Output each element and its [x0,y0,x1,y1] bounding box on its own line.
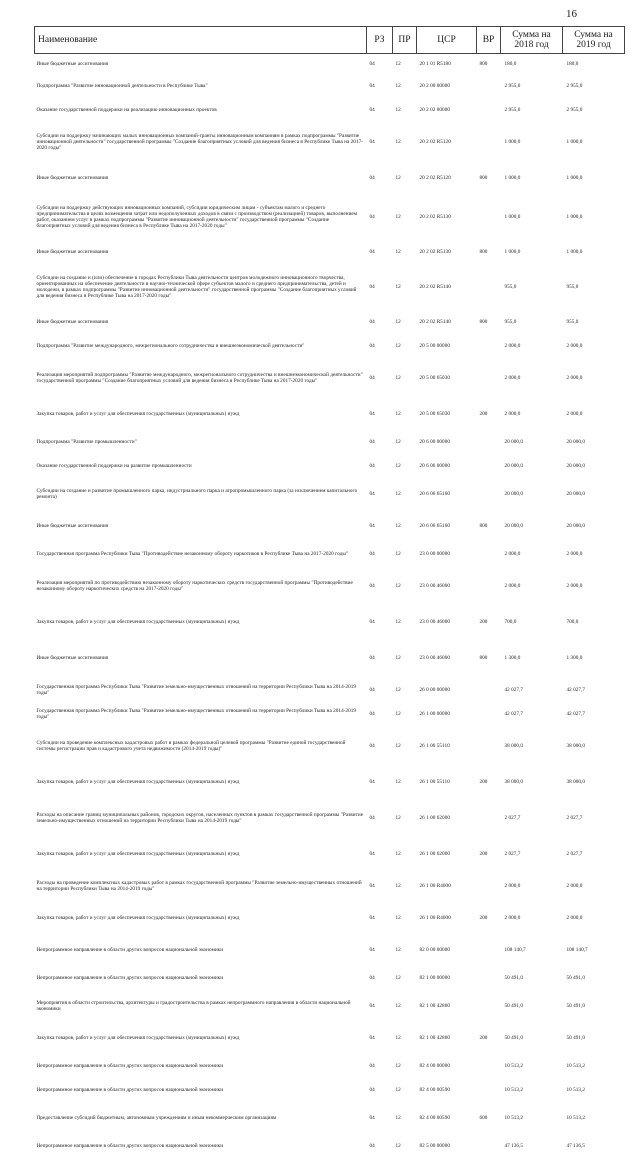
row-vr [477,870,501,902]
row-pr: 12 [393,702,417,726]
row-rz: 04 [367,98,393,122]
row-name: Оказание государственной поддержки на реализацию инновационных проектов [35,98,367,122]
row-csr: 26 1 00 62000 [417,838,477,870]
row-sum-2019: 1 300,0 [563,638,625,678]
row-name: Субсидии на проведение комплексных кадастровых работ в рамках федеральной целевой программы "Развитие единой государственной системы регистрации прав и кадастрового учета недвижимости (2014-2019 годы)" [35,726,367,766]
row-sum-2019: 50 491,0 [563,1022,625,1054]
row-rz: 04 [367,1102,393,1134]
row-name: Расходы на проведение комплексных кадастровых работ в рамках государственной программы "Развитие земельно-имущественных отношений на территории Республики Тыва на 2014-2019 годы" [35,870,367,902]
row-sum-2019: 20 000,0 [563,478,625,510]
row-sum-2018: 2 000,0 [501,542,563,566]
row-sum-2019: 2 000,0 [563,902,625,934]
row-pr: 12 [393,358,417,398]
row-sum-2018: 20 000,0 [501,430,563,454]
table-row [35,838,625,870]
row-csr: 23 0 00 00000 [417,542,477,566]
row-vr [477,264,501,310]
header-name: Наименование [35,27,367,54]
row-name: Закупка товаров, работ и услуг для обеспечения государственных (муниципальных) нужд [35,1022,367,1054]
row-csr: 20 2 02 R5140 [417,310,477,334]
row-sum-2019: 50 491,0 [563,990,625,1022]
row-sum-2019: 38 000,0 [563,726,625,766]
table-row [35,702,625,726]
row-vr: 600 [477,1102,501,1134]
row-vr [477,934,501,966]
row-pr: 12 [393,766,417,798]
row-csr: 82 4 00 00000 [417,1054,477,1078]
row-name: Закупка товаров, работ и услуг для обеспечения государственных (муниципальных) нужд [35,766,367,798]
row-pr: 12 [393,398,417,430]
row-vr [477,990,501,1022]
row-csr: 20 2 02 R5140 [417,264,477,310]
row-sum-2018: 20 000,0 [501,510,563,542]
row-name: Подпрограмма "Развитие международного, межрегионального сотрудничества и внешнеэкономической деятельности" [35,334,367,358]
row-sum-2018: 10 513,2 [501,1078,563,1102]
row-vr: 800 [477,162,501,194]
row-sum-2019: 955,0 [563,264,625,310]
page-number: 16 [566,8,577,20]
row-name: Субсидии на поддержку начинающих малых инновационных компаний-гранты инновационным компаниям в рамках подпрограммы "Развитие инновационной деятельности" государственной программы "Создание благоприятных условий для ведения бизнеса в Республике Тыва на 2017-2020 годы" [35,122,367,162]
row-csr: 82 1 00 42800 [417,1022,477,1054]
row-vr [477,798,501,838]
row-csr: 82 4 00 00590 [417,1078,477,1102]
row-sum-2018: 10 513,2 [501,1102,563,1134]
row-csr: 20 2 00 00000 [417,74,477,98]
table-row [35,74,625,98]
row-sum-2018: 2 000,0 [501,566,563,606]
row-rz: 04 [367,966,393,990]
table-row [35,162,625,194]
row-pr: 12 [393,606,417,638]
row-rz: 04 [367,1054,393,1078]
row-pr: 12 [393,334,417,358]
row-sum-2018: 2 000,0 [501,358,563,398]
row-rz: 04 [367,990,393,1022]
row-pr: 12 [393,638,417,678]
row-sum-2019: 1 000,0 [563,122,625,162]
row-pr: 12 [393,1022,417,1054]
row-rz: 04 [367,606,393,638]
header-pr: ПР [393,27,417,54]
row-pr: 12 [393,510,417,542]
table-row [35,566,625,606]
row-csr: 20 5 00 65030 [417,398,477,430]
table-row [35,1078,625,1102]
row-sum-2018: 2 000,0 [501,902,563,934]
table-row [35,194,625,240]
row-name: Субсидии на поддержку действующих инновационных компаний, субсидии юридическим лицам - субъектам малого и среднего предпринимательства в целях возмещения затрат или недополученных доходов в связи с производством (реализацией) товаров, выполнением работ, оказанием услуг в рамках подпрограммы "Развитие инновационной деятельности" государственной программы "Создание благоприятных условий для ведения бизнеса в Республике Тыва на 2017-2020 годы" [35,194,367,240]
row-name: Подпрограмма "Развитие инновационной деятельности в Республике Тыва" [35,74,367,98]
row-csr: 26 1 00 55110 [417,766,477,798]
row-csr: 23 0 00 46000 [417,566,477,606]
row-vr: 200 [477,606,501,638]
row-rz: 04 [367,566,393,606]
row-sum-2019: 1 000,0 [563,240,625,264]
row-csr: 20 6 06 65160 [417,478,477,510]
row-vr [477,74,501,98]
row-name: Реализация мероприятий по противодействию незаконному обороту наркотических средств государственной программы "Противодействие незаконному обороту наркотических средств на 2017-2020 годы" [35,566,367,606]
table-header-row [35,27,625,54]
row-vr: 800 [477,240,501,264]
row-vr [477,478,501,510]
row-sum-2018: 47 136,5 [501,1134,563,1158]
row-pr: 12 [393,162,417,194]
table-row [35,726,625,766]
row-name: Государственная программа Республики Тыва "Противодействие незаконному обороту наркотиков в Республике Тыва на 2017-2020 годы" [35,542,367,566]
table-row [35,310,625,334]
row-csr: 20 6 00 00000 [417,430,477,454]
row-name: Расходы на описание границ муниципальных районов, городских округов, населенных пунктов в рамках государственной программы "Развитие земельно-имущественных отношений на территории Республики Тыва на 2014-2019 годы" [35,798,367,838]
row-name: Иные бюджетные ассигнования [35,162,367,194]
row-sum-2019: 38 000,0 [563,766,625,798]
row-name: Закупка товаров, работ и услуг для обеспечения государственных (муниципальных) нужд [35,838,367,870]
table-body [35,54,625,1158]
row-pr: 12 [393,478,417,510]
row-sum-2018: 42 027,7 [501,678,563,702]
row-pr: 12 [393,726,417,766]
table-row [35,430,625,454]
row-rz: 04 [367,310,393,334]
row-pr: 12 [393,870,417,902]
row-name: Непрограммное направление в области других вопросов национальной экономики [35,1078,367,1102]
header-csr: ЦСР [417,27,477,54]
budget-table [34,26,625,1158]
row-name: Иные бюджетные ассигнования [35,310,367,334]
row-sum-2019: 20 000,0 [563,430,625,454]
row-csr: 20 1 01 R5180 [417,54,477,75]
header-sum-2018: Сумма на 2018 год [501,27,563,54]
row-sum-2018: 2 000,0 [501,870,563,902]
row-vr [477,194,501,240]
row-rz: 04 [367,838,393,870]
row-vr [477,678,501,702]
row-pr: 12 [393,122,417,162]
row-csr: 26 1 00 R4000 [417,902,477,934]
row-pr: 12 [393,990,417,1022]
row-pr: 12 [393,798,417,838]
row-rz: 04 [367,510,393,542]
row-pr: 12 [393,98,417,122]
row-sum-2018: 20 000,0 [501,478,563,510]
table-row [35,638,625,678]
row-sum-2019: 42 027,7 [563,678,625,702]
row-csr: 20 2 02 00000 [417,98,477,122]
row-rz: 04 [367,798,393,838]
row-sum-2018: 38 000,0 [501,726,563,766]
row-sum-2019: 20 000,0 [563,454,625,478]
row-pr: 12 [393,566,417,606]
row-pr: 12 [393,1078,417,1102]
row-pr: 12 [393,430,417,454]
row-sum-2019: 108 140,7 [563,934,625,966]
table-row [35,478,625,510]
row-sum-2018: 2 955,0 [501,74,563,98]
row-name: Предоставление субсидий бюджетным, автономным учреждениям и иным некоммерческим организациям [35,1102,367,1134]
row-rz: 04 [367,902,393,934]
row-csr: 26 1 00 62000 [417,798,477,838]
row-csr: 20 2 02 R5130 [417,194,477,240]
row-pr: 12 [393,966,417,990]
row-sum-2018: 2 955,0 [501,98,563,122]
table-row [35,54,625,75]
row-pr: 12 [393,264,417,310]
row-name: Иные бюджетные ассигнования [35,54,367,75]
row-rz: 04 [367,1078,393,1102]
row-sum-2019: 50 491,0 [563,966,625,990]
row-rz: 04 [367,240,393,264]
row-rz: 04 [367,542,393,566]
row-pr: 12 [393,240,417,264]
table-row [35,510,625,542]
row-csr: 26 1 00 00000 [417,702,477,726]
row-sum-2019: 10 513,2 [563,1054,625,1078]
table-row [35,122,625,162]
row-sum-2018: 50 491,0 [501,990,563,1022]
row-name: Государственная программа Республики Тыва "Развитие земельно-имущественных отношений на территории Республики Тыва на 2014-2019 годы" [35,678,367,702]
row-name: Мероприятия в области строительства, архитектуры и градостроительства в рамках непрограммного направления в области национальной экономики [35,990,367,1022]
row-sum-2019: 2 027,7 [563,838,625,870]
table-row [35,870,625,902]
row-csr: 20 6 06 65160 [417,510,477,542]
row-rz: 04 [367,398,393,430]
row-sum-2019: 2 000,0 [563,870,625,902]
row-vr: 200 [477,838,501,870]
row-csr: 82 5 00 00000 [417,1134,477,1158]
row-rz: 04 [367,766,393,798]
row-pr: 12 [393,74,417,98]
row-sum-2019: 1 000,0 [563,162,625,194]
header-vr: ВР [477,27,501,54]
row-sum-2018: 1 000,0 [501,122,563,162]
row-name: Непрограммное направление в области других вопросов национальной экономики [35,934,367,966]
row-vr: 200 [477,1022,501,1054]
row-vr [477,122,501,162]
row-name: Иные бюджетные ассигнования [35,638,367,678]
table-row [35,1102,625,1134]
row-vr [477,430,501,454]
row-name: Непрограммное направление в области других вопросов национальной экономики [35,966,367,990]
row-sum-2018: 1 000,0 [501,162,563,194]
row-vr: 800 [477,638,501,678]
row-sum-2018: 180,0 [501,54,563,75]
row-sum-2019: 2 027,7 [563,798,625,838]
row-sum-2018: 50 491,0 [501,966,563,990]
row-sum-2018: 955,0 [501,310,563,334]
table-row [35,934,625,966]
row-rz: 04 [367,54,393,75]
table-row [35,606,625,638]
row-sum-2018: 1 000,0 [501,194,563,240]
row-name: Государственная программа Республики Тыва "Развитие земельно-имущественных отношений на территории Республики Тыва на 2014-2019 годы" [35,702,367,726]
row-pr: 12 [393,54,417,75]
row-vr [477,702,501,726]
row-rz: 04 [367,264,393,310]
row-name: Оказание государственной поддержки на развитие промышленности [35,454,367,478]
row-sum-2018: 42 027,7 [501,702,563,726]
row-vr: 800 [477,510,501,542]
table-row [35,1134,625,1158]
header-rz: РЗ [367,27,393,54]
table-row [35,1054,625,1078]
row-csr: 23 0 00 46000 [417,606,477,638]
row-sum-2019: 700,0 [563,606,625,638]
row-name: Закупка товаров, работ и услуг для обеспечения государственных (муниципальных) нужд [35,606,367,638]
row-sum-2019: 180,0 [563,54,625,75]
row-vr [477,454,501,478]
row-sum-2019: 10 513,2 [563,1078,625,1102]
row-rz: 04 [367,702,393,726]
row-csr: 82 0 00 00000 [417,934,477,966]
table-row [35,1022,625,1054]
row-vr [477,1078,501,1102]
row-sum-2019: 2 000,0 [563,358,625,398]
row-sum-2019: 2 000,0 [563,566,625,606]
row-pr: 12 [393,678,417,702]
row-sum-2018: 2 000,0 [501,334,563,358]
row-vr: 200 [477,766,501,798]
row-csr: 26 0 00 00000 [417,678,477,702]
row-sum-2019: 2 000,0 [563,542,625,566]
row-pr: 12 [393,934,417,966]
row-sum-2018: 700,0 [501,606,563,638]
row-csr: 20 5 00 00000 [417,334,477,358]
row-pr: 12 [393,838,417,870]
row-vr [477,542,501,566]
header-sum-2019: Сумма на 2019 год [563,27,625,54]
row-sum-2018: 1 300,0 [501,638,563,678]
row-vr: 800 [477,54,501,75]
row-vr [477,358,501,398]
row-sum-2018: 2 027,7 [501,838,563,870]
row-sum-2019: 2 000,0 [563,398,625,430]
row-sum-2018: 50 491,0 [501,1022,563,1054]
row-csr: 20 5 00 65030 [417,358,477,398]
row-pr: 12 [393,1054,417,1078]
row-name: Иные бюджетные ассигнования [35,240,367,264]
row-name: Непрограммное направление в области других вопросов национальной экономики [35,1134,367,1158]
row-pr: 12 [393,194,417,240]
row-csr: 20 2 02 R5120 [417,122,477,162]
table-row [35,990,625,1022]
row-rz: 04 [367,430,393,454]
row-name: Субсидии на создание и развитие промышленного парка, индустриального парка и агропромышленного парка (за исключением капитального ремонта) [35,478,367,510]
table-row [35,398,625,430]
table-row [35,98,625,122]
row-name: Подпрограмма "Развитие промышленности" [35,430,367,454]
table-row [35,334,625,358]
row-sum-2018: 955,0 [501,264,563,310]
table-row [35,358,625,398]
row-rz: 04 [367,934,393,966]
table-row [35,766,625,798]
row-rz: 04 [367,194,393,240]
row-sum-2019: 42 027,7 [563,702,625,726]
row-sum-2019: 1 000,0 [563,194,625,240]
row-rz: 04 [367,870,393,902]
row-csr: 82 1 00 00000 [417,966,477,990]
table-row [35,798,625,838]
row-sum-2019: 955,0 [563,310,625,334]
row-sum-2019: 2 955,0 [563,74,625,98]
row-sum-2019: 2 955,0 [563,98,625,122]
table-row [35,966,625,990]
row-vr: 200 [477,398,501,430]
row-csr: 23 0 00 46000 [417,638,477,678]
row-sum-2019: 47 136,5 [563,1134,625,1158]
row-rz: 04 [367,726,393,766]
table-row [35,454,625,478]
row-name: Реализация мероприятий подпрограммы "Развитие международного, межрегионального сотрудничества и внешнеэкономической деятельности" государственной программы "Создание благоприятных условий для ведения бизнеса в Республике Тыва на 2017-2020 годы" [35,358,367,398]
row-sum-2018: 2 000,0 [501,398,563,430]
row-vr [477,1054,501,1078]
row-rz: 04 [367,74,393,98]
row-csr: 82 1 00 42800 [417,990,477,1022]
row-csr: 26 1 00 55110 [417,726,477,766]
row-rz: 04 [367,454,393,478]
row-sum-2019: 10 513,2 [563,1102,625,1134]
row-sum-2018: 108 140,7 [501,934,563,966]
row-rz: 04 [367,478,393,510]
row-sum-2019: 2 000,0 [563,334,625,358]
table-row [35,678,625,702]
row-vr: 800 [477,310,501,334]
row-pr: 12 [393,454,417,478]
row-name: Непрограммное направление в области других вопросов национальной экономики [35,1054,367,1078]
row-rz: 04 [367,1134,393,1158]
row-vr [477,98,501,122]
row-csr: 20 2 02 R5120 [417,162,477,194]
table-row [35,264,625,310]
row-rz: 04 [367,638,393,678]
row-vr [477,334,501,358]
row-csr: 26 1 00 R4000 [417,870,477,902]
row-vr [477,966,501,990]
row-vr [477,726,501,766]
row-name: Закупка товаров, работ и услуг для обеспечения государственных (муниципальных) нужд [35,902,367,934]
row-pr: 12 [393,310,417,334]
row-rz: 04 [367,358,393,398]
row-vr [477,566,501,606]
row-name: Субсидии на создание и (или) обеспечение в городах Республики Тыва деятельности центров молодежного инновационного творчества, ориентированных на обеспечение деятельности в научно-технической сфере субъектов малого и среднего предпринимательства, детей и молодежи, в рамках подпрограммы "Развитие инновационной деятельности" государственной программы "Создание благоприятных условий для ведения бизнеса в Республике Тыва на 2017-2020 годы" [35,264,367,310]
row-csr: 20 2 02 R5130 [417,240,477,264]
row-csr: 82 4 00 00590 [417,1102,477,1134]
row-rz: 04 [367,122,393,162]
row-csr: 20 6 06 00000 [417,454,477,478]
row-sum-2018: 10 513,2 [501,1054,563,1078]
row-sum-2018: 38 000,0 [501,766,563,798]
row-pr: 12 [393,1102,417,1134]
row-vr [477,1134,501,1158]
row-pr: 12 [393,1134,417,1158]
row-rz: 04 [367,334,393,358]
row-pr: 12 [393,902,417,934]
row-sum-2018: 2 027,7 [501,798,563,838]
row-rz: 04 [367,162,393,194]
table-row [35,240,625,264]
row-rz: 04 [367,1022,393,1054]
row-name: Закупка товаров, работ и услуг для обеспечения государственных (муниципальных) нужд [35,398,367,430]
row-rz: 04 [367,678,393,702]
table-row [35,902,625,934]
row-name: Иные бюджетные ассигнования [35,510,367,542]
row-sum-2018: 1 000,0 [501,240,563,264]
row-sum-2018: 20 000,0 [501,454,563,478]
row-sum-2019: 20 000,0 [563,510,625,542]
table-row [35,542,625,566]
row-vr: 200 [477,902,501,934]
row-pr: 12 [393,542,417,566]
